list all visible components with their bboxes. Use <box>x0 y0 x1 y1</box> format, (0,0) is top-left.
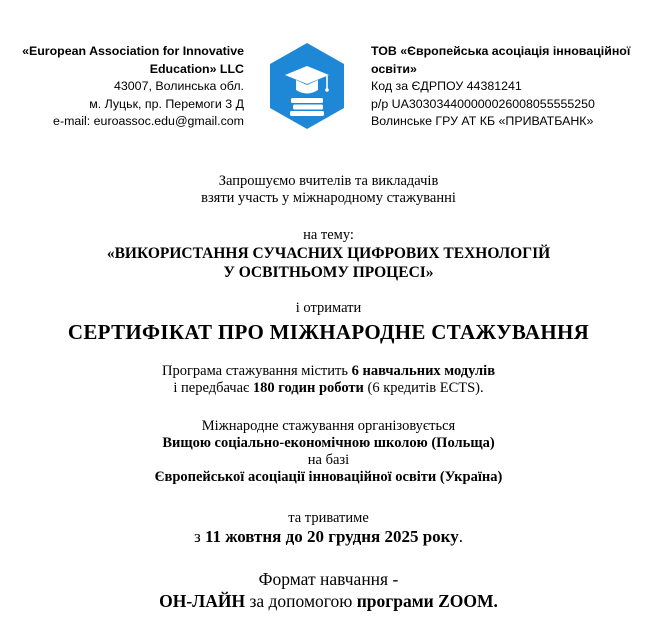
org-name-en-line2: Education» LLC <box>149 61 244 76</box>
dates-prefix: з <box>194 527 205 546</box>
sender-block-english <box>14 43 244 131</box>
topic-title <box>0 244 657 282</box>
format-with: за допомогою <box>245 591 357 611</box>
org-name-ua-line2: освіти» <box>371 61 417 76</box>
based-on-text: на базі <box>307 452 350 468</box>
invitation-text <box>0 173 657 207</box>
sender-block-ukrainian <box>371 43 651 131</box>
topic-line2: У ОСВІТНЬОМУ ПРОЦЕСІ» <box>223 264 434 281</box>
org-name-en-line1: «European Association for Innovative <box>22 44 244 58</box>
duration-intro: та триватиме <box>288 510 369 526</box>
organization-logo <box>269 42 345 130</box>
organizer-name: Вищою соціально-економічною школою (Польща) <box>162 435 495 451</box>
email-text: e-mail: euroassoc.edu@gmail.com <box>53 114 244 128</box>
invitation-line2: взяти участь у міжнародному стажуванні <box>201 190 456 206</box>
format-online: ОН-ЛАЙН <box>159 591 246 611</box>
certificate-title: СЕРТИФІКАТ ПРО МІЖНАРОДНЕ СТАЖУВАННЯ <box>67 320 590 344</box>
bank-account: р/р UA303034400000026008055555250 <box>371 96 595 111</box>
organized-text: Міжнародне стажування організовується <box>201 418 456 434</box>
graduation-cap-books-hexagon-icon <box>269 42 345 130</box>
address-line2: м. Луцьк, пр. Перемоги 3 Д <box>89 96 244 111</box>
invitation-line1: Запрошуємо вчителів та викладачів <box>218 173 439 189</box>
program-text-b: і передбачає <box>173 380 253 396</box>
bank-name: Волинське ГРУ АТ КБ «ПРИВАТБАНК» <box>371 114 594 128</box>
program-hours: 180 годин роботи <box>252 380 364 396</box>
format-line <box>0 590 657 612</box>
dates-suffix: . <box>458 527 463 546</box>
program-modules: 6 навчальних модулів <box>351 363 496 379</box>
organizer-block <box>0 418 657 486</box>
format-label: Формат навчання - <box>258 569 399 589</box>
receive-text: і отримати <box>295 300 362 316</box>
program-line2 <box>0 380 657 397</box>
program-ects: (6 кредитів ECTS). <box>363 380 484 396</box>
program-description <box>0 363 657 397</box>
org-name-ua-line1: ТОВ «Європейська асоціація інноваційної <box>371 44 631 58</box>
dates-line <box>0 527 657 547</box>
topic-line1: «ВИКОРИСТАННЯ СУЧАСНИХ ЦИФРОВИХ ТЕХНОЛОГІЙ <box>106 245 551 262</box>
dates-range: 11 жовтня до 20 грудня 2025 року <box>204 527 459 546</box>
edrpou-code: Код за ЄДРПОУ 44381241 <box>371 79 522 93</box>
address-line1: 43007, Волинська обл. <box>114 79 244 93</box>
base-organization: Європейської асоціації інноваційної освіти (Україна) <box>154 469 503 485</box>
format-program: програми ZOOM. <box>356 591 498 611</box>
program-line1 <box>0 363 657 380</box>
topic-intro: на тему: <box>303 227 354 243</box>
program-text-a: Програма стажування містить <box>161 363 352 379</box>
